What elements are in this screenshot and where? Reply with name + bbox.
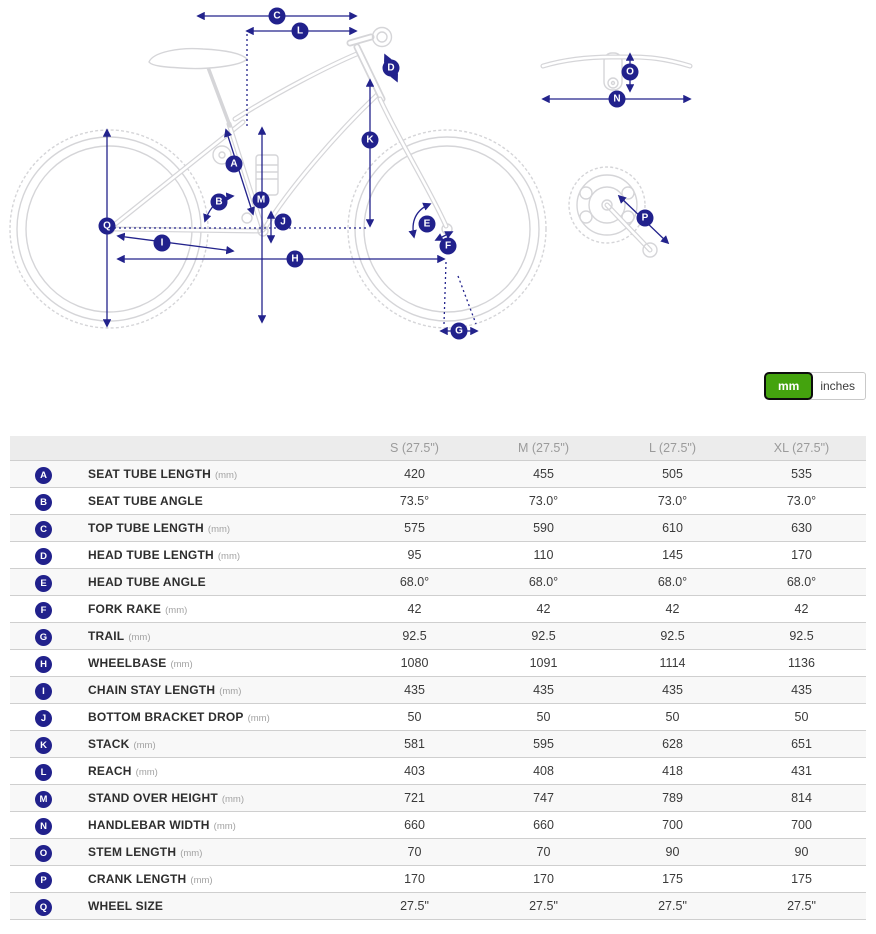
cell-value: 90	[794, 845, 809, 859]
row-label: STACK	[88, 737, 130, 751]
cell-value: 789	[662, 791, 683, 805]
svg-text:A: A	[230, 158, 238, 170]
cell-value: 418	[662, 764, 683, 778]
row-label: HEAD TUBE LENGTH	[88, 548, 214, 562]
cell-value: 95	[407, 548, 422, 562]
row-label-cell	[88, 542, 350, 569]
cell-value: 408	[533, 764, 554, 778]
table-row	[10, 704, 866, 731]
diagram-badge-a	[226, 156, 243, 173]
svg-text:N: N	[613, 93, 621, 105]
svg-text:J: J	[280, 216, 286, 228]
table-row	[10, 596, 866, 623]
table-row	[10, 515, 866, 542]
cell-value: 814	[791, 791, 812, 805]
row-label: CHAIN STAY LENGTH	[88, 683, 216, 697]
row-badge-cell	[10, 515, 88, 542]
cell-value: 92.5	[789, 629, 814, 643]
unit-toggle	[764, 372, 866, 400]
svg-text:I: I	[160, 237, 164, 249]
diagram-badge-k	[362, 132, 379, 149]
row-letter-badge: N	[35, 818, 52, 835]
row-letter-badge: E	[35, 575, 52, 592]
diagram-badge-p	[637, 210, 654, 227]
cell-value: 1136	[788, 656, 815, 670]
row-unit: (mm)	[214, 470, 238, 481]
cell-value: 92.5	[531, 629, 556, 643]
diagram-badge-i	[154, 235, 171, 252]
row-unit: (mm)	[217, 551, 241, 562]
cell-value: 628	[662, 737, 683, 751]
cell-value: 68.0°	[528, 575, 559, 589]
row-label-cell	[88, 515, 350, 542]
cell-value: 660	[533, 818, 554, 832]
diagram-badge-m	[253, 192, 270, 209]
row-label-cell	[88, 704, 350, 731]
cell-value: 1091	[529, 656, 558, 670]
cell-value: 90	[665, 845, 680, 859]
column-header-l: L (27.5")	[608, 436, 737, 461]
row-unit: (mm)	[207, 524, 231, 535]
svg-text:M: M	[256, 194, 266, 206]
row-letter-badge: L	[35, 764, 52, 781]
cell-value: 42	[665, 602, 680, 616]
row-label: WHEELBASE	[88, 656, 167, 670]
cell-value: 403	[404, 764, 425, 778]
row-letter-badge: G	[35, 629, 52, 646]
cell-value: 435	[662, 683, 683, 697]
row-badge-cell	[10, 542, 88, 569]
diagram-badge-e	[419, 216, 436, 233]
column-header-xl: XL (27.5")	[737, 436, 866, 461]
row-label-cell	[88, 596, 350, 623]
cell-value: 435	[791, 683, 812, 697]
cell-value: 630	[791, 521, 812, 535]
row-letter-badge: Q	[35, 899, 52, 916]
row-badge-cell	[10, 812, 88, 839]
row-unit: (mm)	[190, 875, 213, 886]
row-badge-cell	[10, 785, 88, 812]
cell-value: 73.0°	[657, 494, 688, 508]
row-label: TRAIL	[88, 629, 125, 643]
row-label: STAND OVER HEIGHT	[88, 791, 218, 805]
row-letter-badge: A	[35, 467, 52, 484]
cell-value: 50	[794, 710, 809, 724]
table-row	[10, 650, 866, 677]
cell-value: 610	[662, 521, 683, 535]
unit-toggle-row	[0, 360, 876, 400]
cell-value: 505	[662, 467, 683, 481]
svg-text:P: P	[641, 212, 649, 224]
svg-text:H: H	[291, 253, 299, 265]
row-letter-badge: I	[35, 683, 52, 700]
row-label-cell	[88, 785, 350, 812]
cell-value: 1114	[659, 656, 686, 670]
cell-value: 50	[407, 710, 422, 724]
row-label-cell	[88, 488, 350, 515]
table-row	[10, 839, 866, 866]
row-label-cell	[88, 461, 350, 488]
row-label-cell	[88, 569, 350, 596]
cell-value: 700	[791, 818, 812, 832]
row-unit: (mm)	[247, 713, 270, 724]
mm-button[interactable]: mm	[764, 372, 813, 400]
svg-text:D: D	[387, 62, 395, 74]
row-label-cell	[88, 893, 350, 920]
table-row	[10, 785, 866, 812]
diagram-badge-c	[269, 8, 286, 25]
cell-value: 595	[533, 737, 554, 751]
row-badge-cell	[10, 623, 88, 650]
cell-value: 435	[533, 683, 554, 697]
cell-value: 575	[404, 521, 425, 535]
row-unit: (mm)	[135, 767, 158, 778]
geometry-diagram-section	[0, 0, 876, 360]
column-header-s: S (27.5")	[350, 436, 479, 461]
table-row	[10, 488, 866, 515]
cell-value: 175	[791, 872, 812, 886]
cell-value: 73.0°	[786, 494, 817, 508]
cell-value: 68.0°	[657, 575, 688, 589]
diagram-badge-q	[99, 218, 116, 235]
row-label: TOP TUBE LENGTH	[88, 521, 204, 535]
cell-value: 651	[791, 737, 812, 751]
row-badge-cell	[10, 839, 88, 866]
row-label: HEAD TUBE ANGLE	[88, 575, 206, 589]
cell-value: 42	[794, 602, 809, 616]
cell-value: 92.5	[660, 629, 685, 643]
cell-value: 431	[791, 764, 812, 778]
cell-value: 73.5°	[399, 494, 430, 508]
row-badge-cell	[10, 488, 88, 515]
row-badge-cell	[10, 569, 88, 596]
row-unit: (mm)	[165, 605, 188, 616]
row-label: SEAT TUBE LENGTH	[88, 467, 211, 481]
diagram-badge-d	[383, 60, 400, 77]
row-label-cell	[88, 650, 350, 677]
table-row	[10, 731, 866, 758]
table-row	[10, 569, 866, 596]
cell-value: 660	[404, 818, 425, 832]
row-label-cell	[88, 731, 350, 758]
bike-geometry-diagram	[0, 0, 876, 360]
row-badge-cell	[10, 650, 88, 677]
table-row	[10, 623, 866, 650]
row-label: CRANK LENGTH	[88, 872, 187, 886]
cell-value: 175	[662, 872, 683, 886]
diagram-badge-n	[609, 91, 626, 108]
table-row	[10, 866, 866, 893]
svg-text:E: E	[423, 218, 431, 230]
header-badge-spacer	[10, 436, 88, 461]
cell-value: 455	[533, 467, 554, 481]
row-letter-badge: O	[35, 845, 52, 862]
diagram-badge-h	[287, 251, 304, 268]
row-letter-badge: C	[35, 521, 52, 538]
cell-value: 721	[404, 791, 425, 805]
cell-value: 170	[791, 548, 812, 562]
cell-value: 27.5"	[658, 899, 687, 913]
cell-value: 435	[404, 683, 425, 697]
row-label: WHEEL SIZE	[88, 899, 164, 913]
row-label: FORK RAKE	[88, 602, 162, 616]
cell-value: 1080	[400, 656, 429, 670]
row-unit: (mm)	[170, 659, 193, 670]
cell-value: 50	[665, 710, 680, 724]
cell-value: 42	[407, 602, 422, 616]
row-label: BOTTOM BRACKET DROP	[88, 710, 244, 724]
cell-value: 110	[533, 548, 554, 562]
svg-text:B: B	[215, 196, 223, 208]
cell-value: 42	[536, 602, 551, 616]
row-letter-badge: B	[35, 494, 52, 511]
row-unit: (mm)	[221, 794, 245, 805]
row-unit: (mm)	[180, 848, 203, 859]
cell-value: 73.0°	[528, 494, 559, 508]
cell-value: 581	[404, 737, 425, 751]
diagram-badge-g	[451, 323, 468, 340]
cell-value: 145	[662, 548, 683, 562]
row-badge-cell	[10, 758, 88, 785]
cell-value: 70	[407, 845, 422, 859]
cell-value: 70	[536, 845, 551, 859]
row-letter-badge: H	[35, 656, 52, 673]
diagram-badge-b	[211, 194, 228, 211]
geometry-table	[10, 436, 866, 920]
cell-value: 50	[536, 710, 551, 724]
diagram-badge-j	[275, 214, 292, 231]
row-badge-cell	[10, 704, 88, 731]
cell-value: 535	[791, 467, 812, 481]
svg-text:K: K	[366, 134, 374, 146]
row-badge-cell	[10, 677, 88, 704]
row-letter-badge: F	[35, 602, 52, 619]
row-label-cell	[88, 623, 350, 650]
table-row	[10, 893, 866, 920]
row-unit: (mm)	[128, 632, 151, 643]
svg-text:F: F	[444, 240, 452, 252]
inches-button[interactable]: inches	[809, 372, 866, 400]
row-badge-cell	[10, 866, 88, 893]
cell-value: 170	[404, 872, 425, 886]
row-letter-badge: K	[35, 737, 52, 754]
diagram-badge-f	[440, 238, 457, 255]
row-unit: (mm)	[219, 686, 242, 697]
svg-text:L: L	[296, 25, 304, 37]
row-letter-badge: D	[35, 548, 52, 565]
svg-text:C: C	[273, 10, 281, 22]
row-label: REACH	[88, 764, 132, 778]
row-unit: (mm)	[133, 740, 156, 751]
row-badge-cell	[10, 893, 88, 920]
diagram-badge-o	[622, 64, 639, 81]
column-header-m: M (27.5")	[479, 436, 608, 461]
row-letter-badge: P	[35, 872, 52, 889]
table-row	[10, 542, 866, 569]
cell-value: 27.5"	[529, 899, 558, 913]
row-label-cell	[88, 866, 350, 893]
row-badge-cell	[10, 461, 88, 488]
row-label-cell	[88, 758, 350, 785]
table-row	[10, 677, 866, 704]
cell-value: 27.5"	[787, 899, 816, 913]
cell-value: 700	[662, 818, 683, 832]
row-label-cell	[88, 677, 350, 704]
cell-value: 420	[404, 467, 425, 481]
row-badge-cell	[10, 596, 88, 623]
cell-value: 27.5"	[400, 899, 429, 913]
cell-value: 68.0°	[786, 575, 817, 589]
header-label-spacer	[88, 436, 350, 461]
diagram-badge-l	[292, 23, 309, 40]
cell-value: 590	[533, 521, 554, 535]
row-label-cell	[88, 839, 350, 866]
row-unit: (mm)	[213, 821, 236, 832]
row-label: HANDLEBAR WIDTH	[88, 818, 210, 832]
table-header-row	[10, 436, 866, 461]
row-letter-badge: M	[35, 791, 52, 808]
handlebar-outline	[543, 53, 690, 90]
svg-text:G: G	[455, 325, 463, 337]
table-row	[10, 758, 866, 785]
cell-value: 747	[533, 791, 554, 805]
table-row	[10, 461, 866, 488]
row-badge-cell	[10, 731, 88, 758]
svg-text:Q: Q	[103, 220, 111, 232]
row-label-cell	[88, 812, 350, 839]
row-label: SEAT TUBE ANGLE	[88, 494, 204, 508]
cell-value: 170	[533, 872, 554, 886]
bike-outline	[10, 25, 546, 329]
cell-value: 68.0°	[399, 575, 430, 589]
cell-value: 92.5	[402, 629, 427, 643]
table-row	[10, 812, 866, 839]
row-label: STEM LENGTH	[88, 845, 177, 859]
svg-text:O: O	[626, 66, 634, 78]
row-letter-badge: J	[35, 710, 52, 727]
